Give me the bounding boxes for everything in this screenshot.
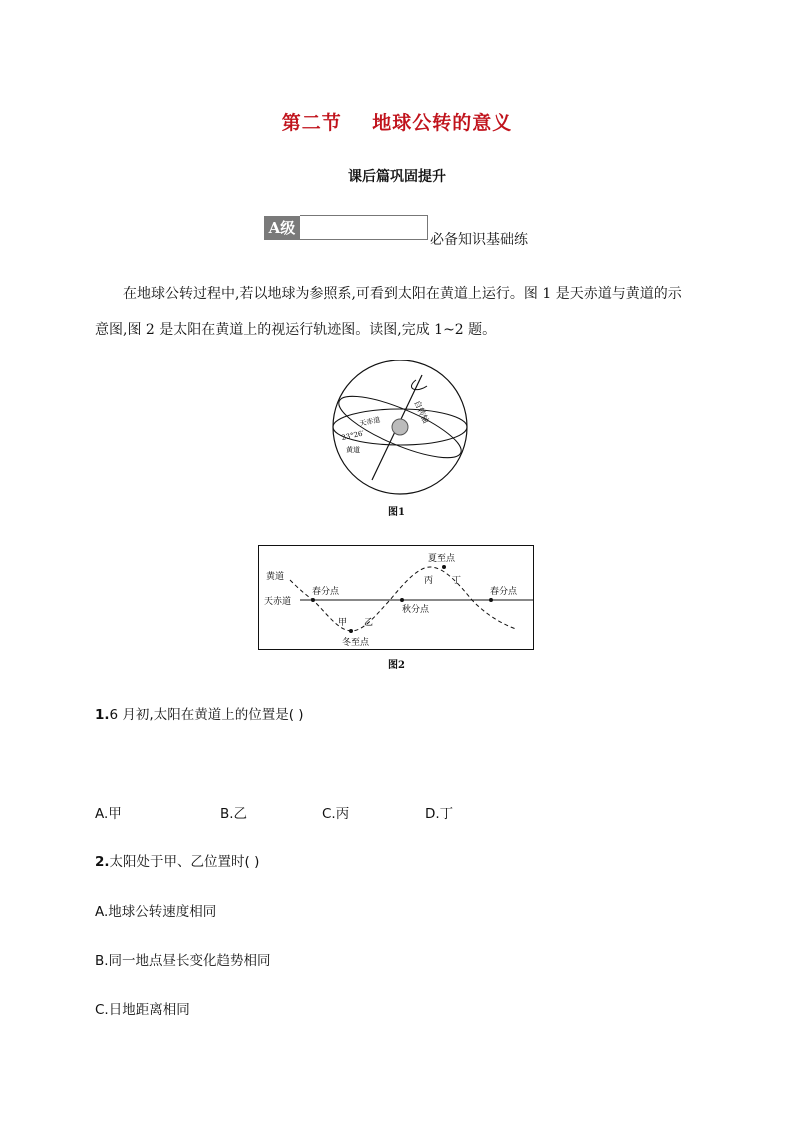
figure1-caption: 图1 — [388, 507, 405, 518]
position-ding: 丁 — [452, 576, 462, 586]
autumn-equinox-label: 秋分点 — [402, 605, 430, 615]
option-a[interactable]: A.地球公转速度相同 — [95, 904, 217, 920]
ecliptic-label: 黄道 — [266, 572, 285, 582]
angle-label: 23°26′ — [340, 429, 365, 442]
axis-label: 自转轴 — [412, 399, 431, 425]
option-b[interactable]: B.乙 — [220, 806, 248, 822]
question-number: 1. — [95, 707, 110, 723]
summer-solstice-label: 夏至点 — [428, 554, 456, 564]
option-c[interactable]: C.日地距离相同 — [95, 1002, 190, 1018]
option-c[interactable]: C.丙 — [322, 806, 350, 822]
summer-solstice-point — [442, 565, 446, 569]
spring-equinox-point — [311, 598, 315, 602]
level-badge: A级 — [264, 216, 300, 240]
position-bing: 丙 — [424, 576, 434, 586]
position-jia: 甲 — [338, 618, 348, 628]
spring-equinox-point-2 — [489, 598, 493, 602]
winter-solstice-point — [349, 629, 353, 633]
autumn-equinox-point — [400, 598, 404, 602]
celestial-equator-label: 天赤道 — [264, 597, 292, 607]
ecliptic-label: 黄道 — [346, 446, 360, 454]
question-2 — [95, 850, 259, 870]
question-text: 太阳处于甲、乙位置时( ) — [109, 854, 260, 870]
page-title: 第二节 地球公转的意义 — [281, 112, 513, 134]
question-text: 6 月初,太阳在黄道上的位置是( ) — [109, 707, 304, 723]
figure1-celestial-sphere — [320, 360, 480, 500]
option-a[interactable]: A.甲 — [95, 806, 122, 822]
winter-solstice-label: 冬至点 — [342, 638, 370, 648]
spring-equinox-label: 春分点 — [312, 587, 340, 597]
position-yi: 乙 — [364, 618, 374, 628]
earth-icon — [392, 419, 408, 435]
celestial-equator-label: 天赤道 — [358, 415, 381, 428]
question-number: 2. — [95, 854, 110, 870]
question-1 — [95, 703, 304, 723]
level-box — [300, 215, 428, 240]
option-b[interactable]: B.同一地点昼长变化趋势相同 — [95, 953, 271, 969]
figure2-ecliptic-track — [258, 545, 534, 651]
intro-paragraph: 在地球公转过程中,若以地球为参照系,可看到太阳在黄道上运行。图 1 是天赤道与黄道的示意图,图 2 是太阳在黄道上的视运行轨迹图。读图,完成 1~2 题。 — [95, 286, 682, 338]
figure2-caption: 图2 — [388, 660, 405, 671]
level-text: 必备知识基础练 — [430, 232, 528, 248]
option-d[interactable]: D.丁 — [425, 806, 454, 822]
spring-equinox-label-2: 春分点 — [490, 587, 518, 597]
section-subtitle: 课后篇巩固提升 — [348, 169, 446, 185]
